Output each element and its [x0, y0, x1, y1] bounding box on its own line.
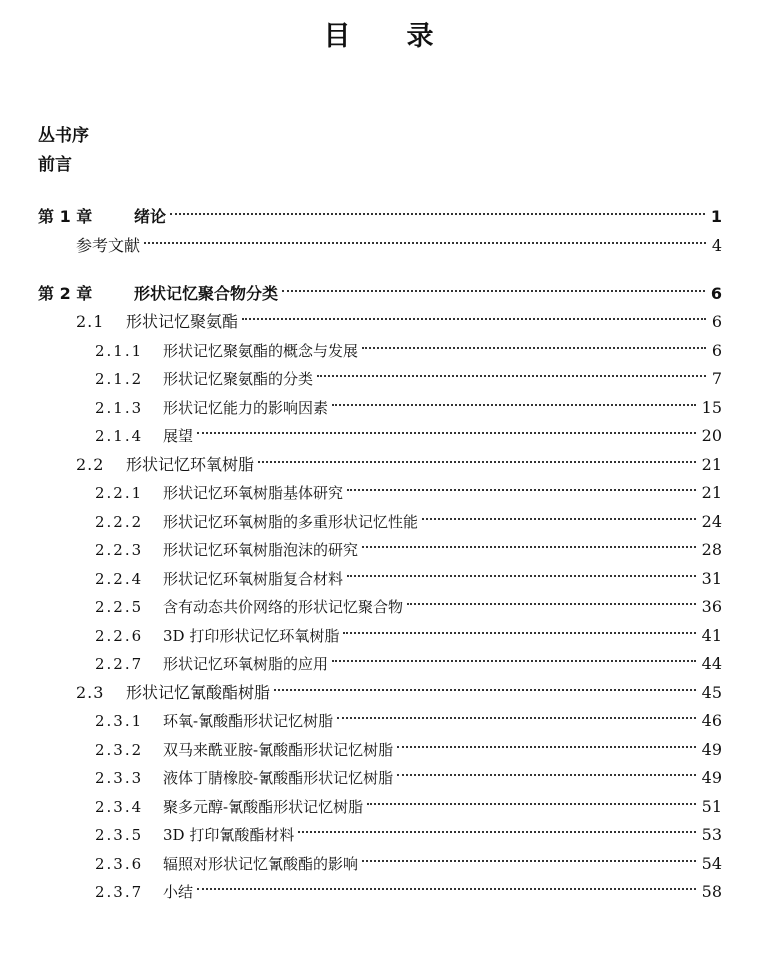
front-matter-series-preface[interactable]: 丛书序: [38, 126, 89, 146]
toc-entry-section-2-2[interactable]: [76, 451, 722, 479]
dot-leader: [397, 774, 696, 776]
entry-title: 聚多元醇-氰酸酯形状记忆树脂: [163, 798, 364, 816]
entry-number: 2.2.4: [95, 570, 144, 588]
toc-entry-subsection-2-3-2[interactable]: [95, 736, 722, 764]
entry-page: 46: [701, 711, 722, 730]
entry-number: 2.3.1: [95, 712, 144, 730]
entry-page: 49: [701, 768, 722, 787]
page-title: [0, 14, 757, 53]
entry-number: 2.1.2: [95, 370, 144, 388]
entry-title: 形状记忆聚氨酯: [126, 312, 239, 331]
dot-leader: [317, 375, 706, 377]
toc-entry-subsection-2-1-1[interactable]: [95, 337, 722, 365]
dot-leader: [258, 461, 696, 463]
entry-number: 2.2.1: [95, 484, 144, 502]
dot-leader: [367, 803, 696, 805]
dot-leader: [347, 575, 696, 577]
dot-leader: [197, 888, 696, 890]
toc-entry-section-2-1[interactable]: [76, 308, 722, 336]
toc-entry-subsection-2-1-2[interactable]: [95, 365, 722, 393]
entry-title: 形状记忆聚氨酯的分类: [163, 370, 314, 388]
entry-number: 2.3.2: [95, 741, 144, 759]
toc-entry-subsection-2-2-4[interactable]: [95, 565, 722, 593]
dot-leader: [332, 404, 696, 406]
entry-number: 第 1 章: [38, 207, 93, 226]
toc-entry-subsection-2-1-3[interactable]: [95, 394, 722, 422]
dot-leader: [362, 546, 696, 548]
entry-number: 2.3.3: [95, 769, 144, 787]
entry-page: 6: [710, 284, 722, 303]
entry-page: 21: [701, 483, 722, 502]
dot-leader: [242, 318, 706, 320]
dot-leader: [343, 632, 695, 634]
entry-title: 形状记忆环氧树脂的多重形状记忆性能: [163, 513, 419, 531]
toc-entry-subsection-2-2-6[interactable]: [95, 622, 722, 650]
entry-number: 2.3: [76, 683, 105, 702]
toc-entry-subsection-2-3-7[interactable]: [95, 878, 722, 906]
dot-leader: [144, 242, 706, 244]
entry-page: 44: [701, 654, 722, 673]
entry-page: 6: [711, 341, 722, 360]
dot-leader: [337, 717, 696, 719]
entry-title: 环氧-氰酸酯形状记忆树脂: [163, 712, 334, 730]
entry-page: 58: [701, 882, 722, 901]
entry-title: 3D 打印氰酸酯材料: [163, 826, 295, 844]
entry-page: 21: [701, 455, 722, 474]
entry-page: 1: [710, 207, 722, 226]
title-char-1: 目: [323, 21, 351, 52]
toc-entry-subsection-2-3-1[interactable]: [95, 707, 722, 735]
entry-title: 形状记忆能力的影响因素: [163, 399, 329, 417]
dot-leader: [332, 660, 696, 662]
dot-leader: [298, 831, 695, 833]
entry-number: 2.1: [76, 312, 105, 331]
entry-number: 2.1.3: [95, 399, 144, 417]
entry-number: 2.3.4: [95, 798, 144, 816]
entry-number: 2.2.2: [95, 513, 144, 531]
entry-number: 2.3.6: [95, 855, 144, 873]
toc-entry-subsection-2-2-1[interactable]: [95, 479, 722, 507]
entry-title: 3D 打印形状记忆环氧树脂: [163, 627, 340, 645]
dot-leader: [407, 603, 696, 605]
entry-page: 6: [711, 312, 722, 331]
entry-number: 2.2.5: [95, 598, 144, 616]
dot-leader: [362, 860, 696, 862]
toc-entry-subsection-2-3-5[interactable]: [95, 821, 722, 849]
toc-entry-section-2-3[interactable]: [76, 679, 722, 707]
toc-entry-chapter-2[interactable]: [38, 280, 722, 308]
toc-entry-subsection-2-3-3[interactable]: [95, 764, 722, 792]
entry-title: 形状记忆环氧树脂的应用: [163, 655, 329, 673]
entry-page: 45: [701, 683, 722, 702]
entry-number: 2.3.7: [95, 883, 144, 901]
entry-page: 31: [701, 569, 722, 588]
toc-entry-subsection-2-2-3[interactable]: [95, 536, 722, 564]
entry-page: 28: [701, 540, 722, 559]
entry-title: 绪论: [134, 207, 167, 226]
dot-leader: [197, 432, 696, 434]
entry-title: 小结: [163, 883, 194, 901]
toc-entry-subsection-2-2-2[interactable]: [95, 508, 722, 536]
entry-page: 41: [701, 626, 722, 645]
entry-title: 含有动态共价网络的形状记忆聚合物: [163, 598, 404, 616]
entry-number: 2.2.3: [95, 541, 144, 559]
entry-page: 20: [701, 426, 722, 445]
dot-leader: [362, 347, 706, 349]
entry-title: 形状记忆环氧树脂基体研究: [163, 484, 344, 502]
entry-title: 展望: [163, 427, 194, 445]
dot-leader: [274, 689, 696, 691]
entry-page: 4: [711, 236, 722, 255]
entry-title: 形状记忆环氧树脂复合材料: [163, 570, 344, 588]
entry-number: 2.1.4: [95, 427, 144, 445]
dot-leader: [282, 290, 705, 292]
toc-entry-subsection-2-2-7[interactable]: [95, 650, 722, 678]
entry-page: 51: [701, 797, 722, 816]
entry-title: 参考文献: [76, 236, 141, 255]
entry-page: 36: [701, 597, 722, 616]
toc-entry-subsection-2-2-5[interactable]: [95, 593, 722, 621]
entry-number: 2.1.1: [95, 342, 144, 360]
toc-entry-chapter-1[interactable]: [38, 203, 722, 231]
entry-title: 形状记忆聚氨酯的概念与发展: [163, 342, 359, 360]
toc-entry-references[interactable]: [76, 232, 722, 260]
entry-title: 形状记忆环氧树脂: [126, 455, 255, 474]
entry-title: 双马来酰亚胺-氰酸酯形状记忆树脂: [163, 741, 394, 759]
entry-number: 2.2.7: [95, 655, 144, 673]
toc-entry-subsection-2-3-6[interactable]: [95, 850, 722, 878]
entry-title: 形状记忆氰酸酯树脂: [126, 683, 271, 702]
entry-title: 辐照对形状记忆氰酸酯的影响: [163, 855, 359, 873]
entry-page: 7: [711, 369, 722, 388]
dot-leader: [397, 746, 696, 748]
entry-number: 第 2 章: [38, 284, 93, 303]
entry-page: 53: [701, 825, 722, 844]
dot-leader: [347, 489, 696, 491]
dot-leader: [422, 518, 696, 520]
entry-page: 24: [701, 512, 722, 531]
entry-number: 2.2: [76, 455, 105, 474]
front-matter-preface[interactable]: 前言: [38, 155, 72, 175]
entry-page: 49: [701, 740, 722, 759]
entry-page: 15: [701, 398, 722, 417]
entry-page: 54: [701, 854, 722, 873]
entry-title: 液体丁腈橡胶-氰酸酯形状记忆树脂: [163, 769, 394, 787]
entry-title: 形状记忆聚合物分类: [134, 284, 279, 303]
toc-entry-subsection-2-3-4[interactable]: [95, 793, 722, 821]
dot-leader: [170, 213, 705, 215]
entry-title: 形状记忆环氧树脂泡沫的研究: [163, 541, 359, 559]
title-char-2: 录: [406, 21, 434, 52]
toc-entry-subsection-2-1-4[interactable]: [95, 422, 722, 450]
entry-number: 2.2.6: [95, 627, 144, 645]
entry-number: 2.3.5: [95, 826, 144, 844]
